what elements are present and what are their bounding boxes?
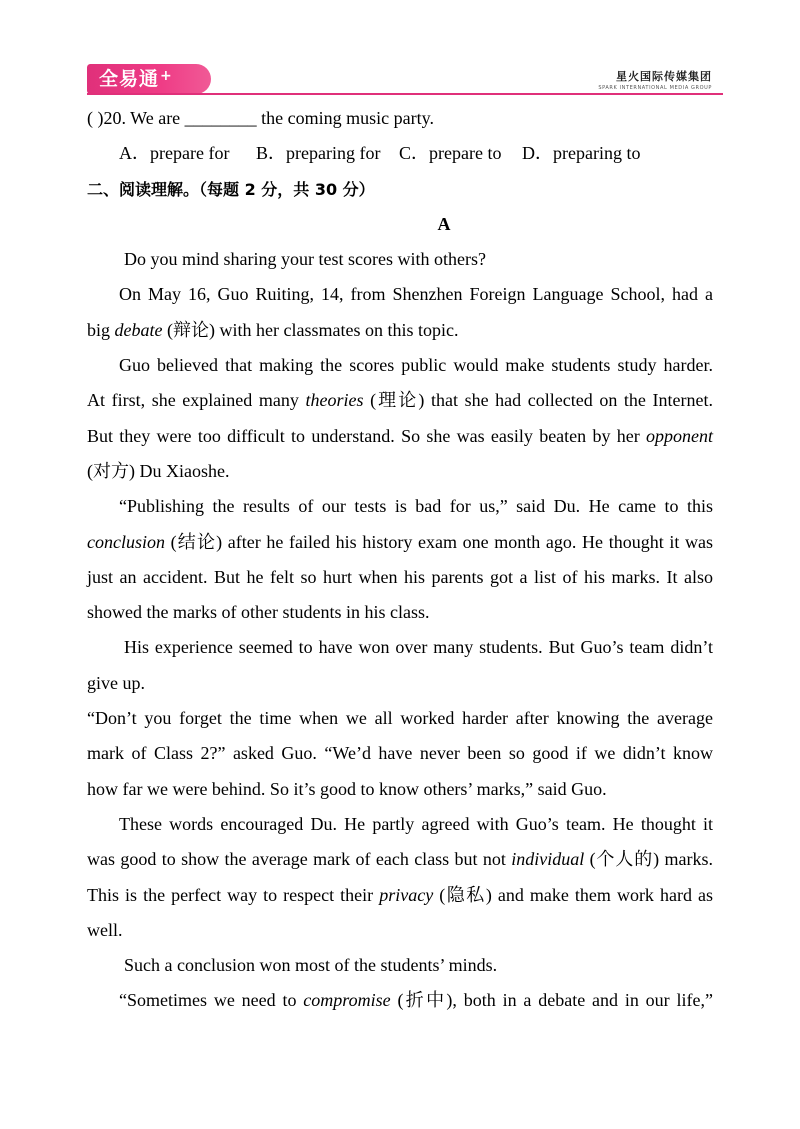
option-d: D．preparing to [522, 143, 641, 164]
passage-line: (对方) Du Xiaoshe. [87, 460, 230, 481]
publisher-name-cn: 星火国际传媒集团 [616, 70, 712, 83]
brand-logo-plus: + [160, 68, 173, 84]
passage-line: His experience seemed to have won over many students. But Guo’s team didn’t [124, 637, 713, 658]
passage-line: well. [87, 919, 123, 940]
passage-line: just an accident. But he felt so hurt when his parents got a list of his marks. It also [87, 566, 713, 587]
passage-line: “Publishing the results of our tests is bad for us,” said Du. He came to this [119, 496, 713, 517]
passage-line: This is the perfect way to respect their privacy (隐私) and make them work hard as [87, 884, 713, 905]
passage-line: These words encouraged Du. He partly agreed with Guo’s team. He thought it [119, 813, 713, 834]
passage-line: mark of Class 2?” asked Guo. “We’d have never been so good if we didn’t know [87, 743, 713, 764]
vocab-term: debate [114, 319, 163, 340]
page-header [0, 0, 800, 100]
passage-label: A [437, 213, 451, 234]
passage-line: “Sometimes we need to compromise (折中), both in a debate and in our life,” [119, 990, 713, 1011]
passage-line: But they were too difficult to understand. So she was easily beaten by her opponent [87, 425, 713, 446]
passage-line: Such a conclusion won most of the students’ minds. [124, 955, 498, 976]
passage-line: At first, she explained many theories (理论) that she had collected on the Internet. [87, 390, 713, 411]
passage-line: big debate (辩论) with her classmates on this topic. [87, 319, 459, 340]
vocab-term: individual [511, 849, 585, 870]
vocab-term: theories [305, 390, 364, 411]
publisher-name-en: SPARK INTERNATIONAL MEDIA GROUP [598, 85, 712, 91]
passage-line: On May 16, Guo Ruiting, 14, from Shenzhen Foreign Language School, had a [119, 284, 713, 305]
brand-logo-text: 全易通 [99, 68, 160, 90]
passage-line: showed the marks of other students in his class. [87, 602, 430, 623]
passage-line: “Don’t you forget the time when we all worked harder after knowing the average [87, 708, 713, 729]
document-body [87, 101, 713, 1019]
section-title: 二、阅读理解。（每题 2 分，共 30 分） [87, 179, 375, 199]
question-20-options [87, 136, 713, 171]
passage-line: Guo believed that making the scores public would make students study harder. [119, 355, 713, 376]
vocab-term: opponent [646, 425, 713, 446]
vocab-term: privacy [379, 884, 434, 905]
question-20-stem: ( )20. We are ________ the coming music party. [87, 108, 434, 128]
passage-line: was good to show the average mark of each class but not individual (个人的) marks. [87, 849, 713, 870]
option-a: A．prepare for [119, 143, 230, 164]
passage-line: how far we were behind. So it’s good to know others’ marks,” said Guo. [87, 778, 607, 799]
vocab-term: conclusion [87, 531, 165, 552]
vocab-term: compromise [303, 990, 391, 1011]
option-c: C．prepare to [399, 143, 502, 164]
option-b: B．preparing for [256, 143, 381, 164]
passage-line: conclusion (结论) after he failed his history exam one month ago. He thought it was [87, 531, 713, 552]
publisher-mark [598, 68, 712, 91]
brand-logo [87, 64, 211, 94]
passage-line: Do you mind sharing your test scores with others? [124, 249, 486, 270]
passage-line: give up. [87, 672, 145, 693]
header-divider [87, 93, 723, 95]
